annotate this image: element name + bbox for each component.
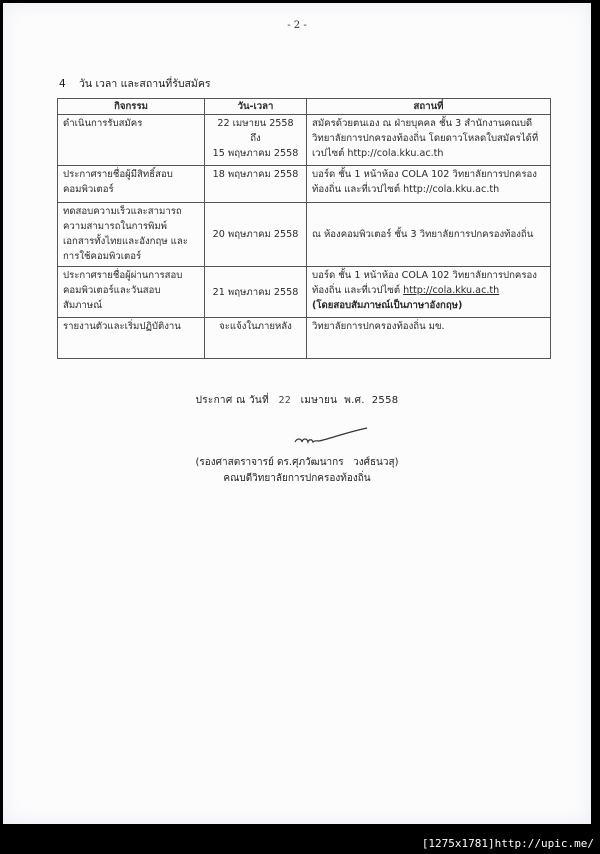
page-number: - 2 - — [287, 20, 307, 31]
section-title: วัน เวลา และสถานที่รับสมัคร — [79, 78, 211, 90]
section-number: 4 — [59, 78, 66, 90]
place-cell: ณ ห้องคอมพิวเตอร์ ชั้น 3 วิทยาลัยการปกครองท้องถิ่น — [307, 203, 551, 267]
table-row — [58, 166, 551, 203]
activity-line: ความสามารถในการพิมพ์ — [63, 221, 167, 232]
signer-block — [3, 455, 591, 487]
activity-cell — [58, 166, 205, 203]
activity-line: ประกาศรายชื่อผู้ผ่านการสอบ — [63, 270, 183, 281]
interview-note: (โดยสอบสัมภาษณ์เป็นภาษาอังกฤษ) — [312, 300, 463, 311]
place-line: สมัครด้วยตนเอง ณ ฝ่ายบุคคล ชั้น 3 สำนักงานคณบดี — [312, 118, 533, 129]
schedule-table — [57, 98, 551, 359]
table-header-row — [58, 99, 551, 115]
activity-line: คอมพิวเตอร์และวันสอบ — [63, 285, 161, 296]
activity-line: การใช้คอมพิวเตอร์ — [63, 251, 142, 262]
table-row — [58, 318, 551, 359]
announcement-era: พ.ศ. — [344, 395, 365, 406]
place-line: เวปไซต์ http://cola.kku.ac.th — [312, 148, 444, 159]
website-link[interactable]: http://cola.kku.ac.th — [403, 285, 500, 296]
signer-position: คณบดีวิทยาลัยการปกครองท้องถิ่น — [223, 473, 371, 484]
place-text: ท้องถิ่น และที่เวปไซต์ — [312, 285, 404, 296]
activity-cell: ดำเนินการรับสมัคร — [58, 115, 205, 166]
header-place: สถานที่ — [307, 99, 551, 115]
section-heading — [59, 75, 211, 92]
place-line: ท้องถิ่น และที่เวปไซต์ http://cola.kku.ac.th — [312, 184, 500, 195]
image-footer-caption: [1275x1781]http://upic.me/ — [421, 837, 594, 850]
signer-name: (รองศาสตราจารย์ ดร.ศุภวัฒนากร วงศ์ธนวสุ) — [195, 457, 399, 468]
activity-line: สัมภาษณ์ — [63, 300, 103, 311]
announcement-month: เมษายน — [300, 395, 338, 406]
header-activity: กิจกรรม — [58, 99, 205, 115]
activity-line: คอมพิวเตอร์ — [63, 184, 114, 195]
announcement-prefix: ประกาศ ณ วันที่ — [195, 395, 269, 406]
signature-icon — [291, 426, 371, 448]
activity-cell — [58, 203, 205, 267]
place-cell — [307, 115, 551, 166]
announcement-year: 2558 — [371, 395, 399, 406]
place-line: บอร์ด ชั้น 1 หน้าห้อง COLA 102 วิทยาลัยการปกครอง — [312, 270, 537, 281]
place-line — [312, 283, 545, 298]
date-start: 22 เมษายน 2558 — [217, 118, 294, 129]
place-line: บอร์ด ชั้น 1 หน้าห้อง COLA 102 วิทยาลัยการปกครอง — [312, 169, 537, 180]
date-cell: 20 พฤษภาคม 2558 — [205, 203, 307, 267]
table-row — [58, 115, 551, 166]
activity-line: ประกาศรายชื่อผู้มีสิทธิ์สอบ — [63, 169, 173, 180]
date-cell — [205, 115, 307, 166]
place-line: วิทยาลัยการปกครองท้องถิ่น โดยดาวโหลดใบสมัครได้ที่ — [312, 133, 539, 144]
header-date: วัน-เวลา — [205, 99, 307, 115]
place-cell: วิทยาลัยการปกครองท้องถิ่น มข. — [307, 318, 551, 359]
date-end: 15 พฤษภาคม 2558 — [212, 148, 299, 159]
document-page — [3, 3, 591, 824]
table-row — [58, 203, 551, 267]
place-cell — [307, 166, 551, 203]
date-cell: 21 พฤษภาคม 2558 — [205, 267, 307, 318]
place-cell — [307, 267, 551, 318]
activity-line: ทดสอบความเร็วและสามารถ — [63, 206, 182, 217]
date-cell: 18 พฤษภาคม 2558 — [205, 166, 307, 203]
announcement-date — [3, 393, 591, 408]
table-row — [58, 267, 551, 318]
date-cell: จะแจ้งในภายหลัง — [205, 318, 307, 359]
activity-cell: รายงานตัวและเริ่มปฏิบัติงาน — [58, 318, 205, 359]
announcement-day: 22 — [278, 395, 292, 406]
activity-line: เอกสารทั้งไทยและอังกฤษ และ — [63, 236, 188, 247]
date-to: ถึง — [250, 133, 261, 144]
activity-cell — [58, 267, 205, 318]
